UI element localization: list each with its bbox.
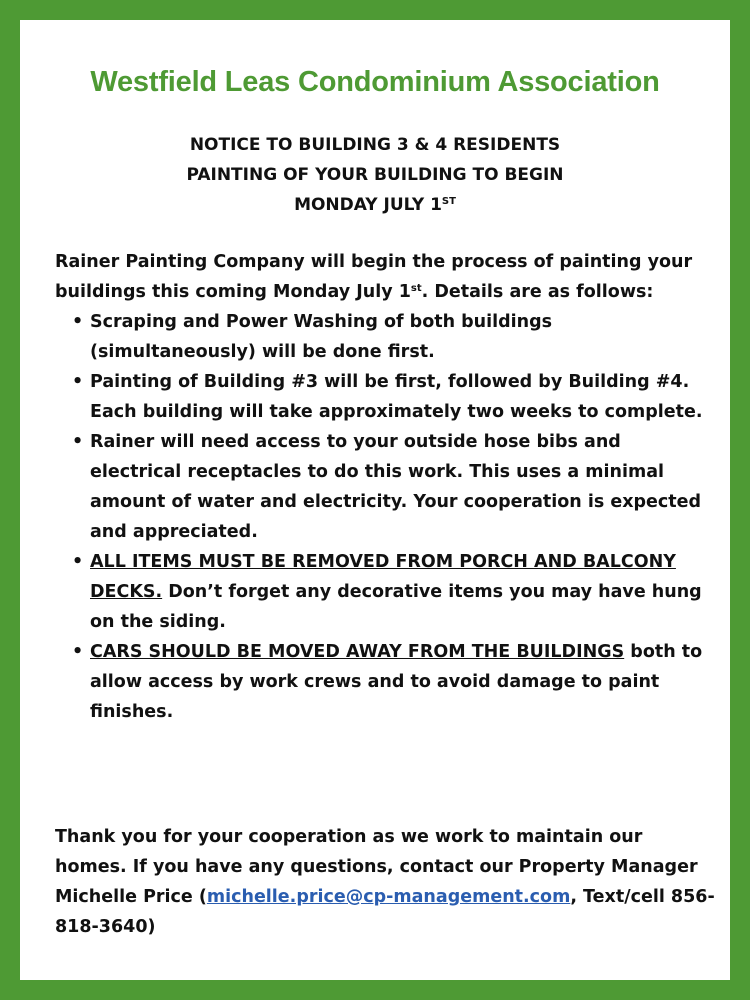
bullet-icon: •	[72, 642, 84, 662]
list-item-text: Painting of Building #3 will be first, followed by Building #4. Each building will take approximately two weeks to complete.	[90, 372, 703, 422]
intro-text-end: . Details are as follows:	[421, 282, 654, 302]
bullet-icon: •	[72, 312, 84, 332]
list-item-text: Rainer will need access to your outside hose bibs and electrical receptacles to do this work. This uses a minimal amount of water and electricity. Your cooperation is expected and appreciated.	[90, 432, 702, 542]
notice-heading	[20, 130, 730, 220]
heading-date-suffix: ST	[441, 196, 456, 207]
heading-date: MONDAY JULY 1	[294, 195, 442, 215]
heading-line-2: PAINTING OF YOUR BUILDING TO BEGIN	[186, 165, 564, 185]
list-item	[55, 307, 705, 367]
heading-line-1: NOTICE TO BUILDING 3 & 4 RESIDENTS	[189, 135, 561, 155]
details-list	[55, 307, 705, 727]
closing-paragraph	[55, 822, 715, 942]
list-item-emphasis: ALL ITEMS MUST BE REMOVED FROM PORCH AND BALCONY DECKS.	[90, 552, 676, 602]
heading-line-3	[20, 190, 730, 220]
bullet-icon: •	[72, 432, 84, 452]
closing-text: Thank you for your cooperation as we work to maintain our homes. If you have any questions, contact our Property Manager Michelle Price (	[55, 827, 698, 907]
intro-date-suffix: st	[410, 283, 422, 294]
closing-contact: , Text/cell 856-818-3640)	[55, 887, 715, 937]
bullet-icon: •	[72, 552, 84, 572]
list-item	[55, 367, 705, 427]
intro-paragraph	[55, 247, 705, 307]
list-item-text: Don’t forget any decorative items you may have hung on the siding.	[90, 582, 702, 632]
list-item	[55, 637, 705, 727]
manager-email-link[interactable]: michelle.price@cp-management.com	[206, 887, 571, 907]
intro-text: Rainer Painting Company will begin the process of painting your buildings this coming Monday July 1	[55, 252, 693, 302]
association-title: Westfield Leas Condominium Association	[90, 66, 660, 98]
list-item	[55, 547, 705, 637]
bullet-icon: •	[72, 372, 84, 392]
list-item-text: Scraping and Power Washing of both buildings (simultaneously) will be done first.	[90, 312, 553, 362]
notice-body	[55, 247, 705, 727]
list-item	[55, 427, 705, 547]
list-item-text: both to allow access by work crews and to avoid damage to paint finishes.	[90, 642, 703, 722]
list-item-emphasis: CARS SHOULD BE MOVED AWAY FROM THE BUILDINGS	[90, 642, 625, 662]
